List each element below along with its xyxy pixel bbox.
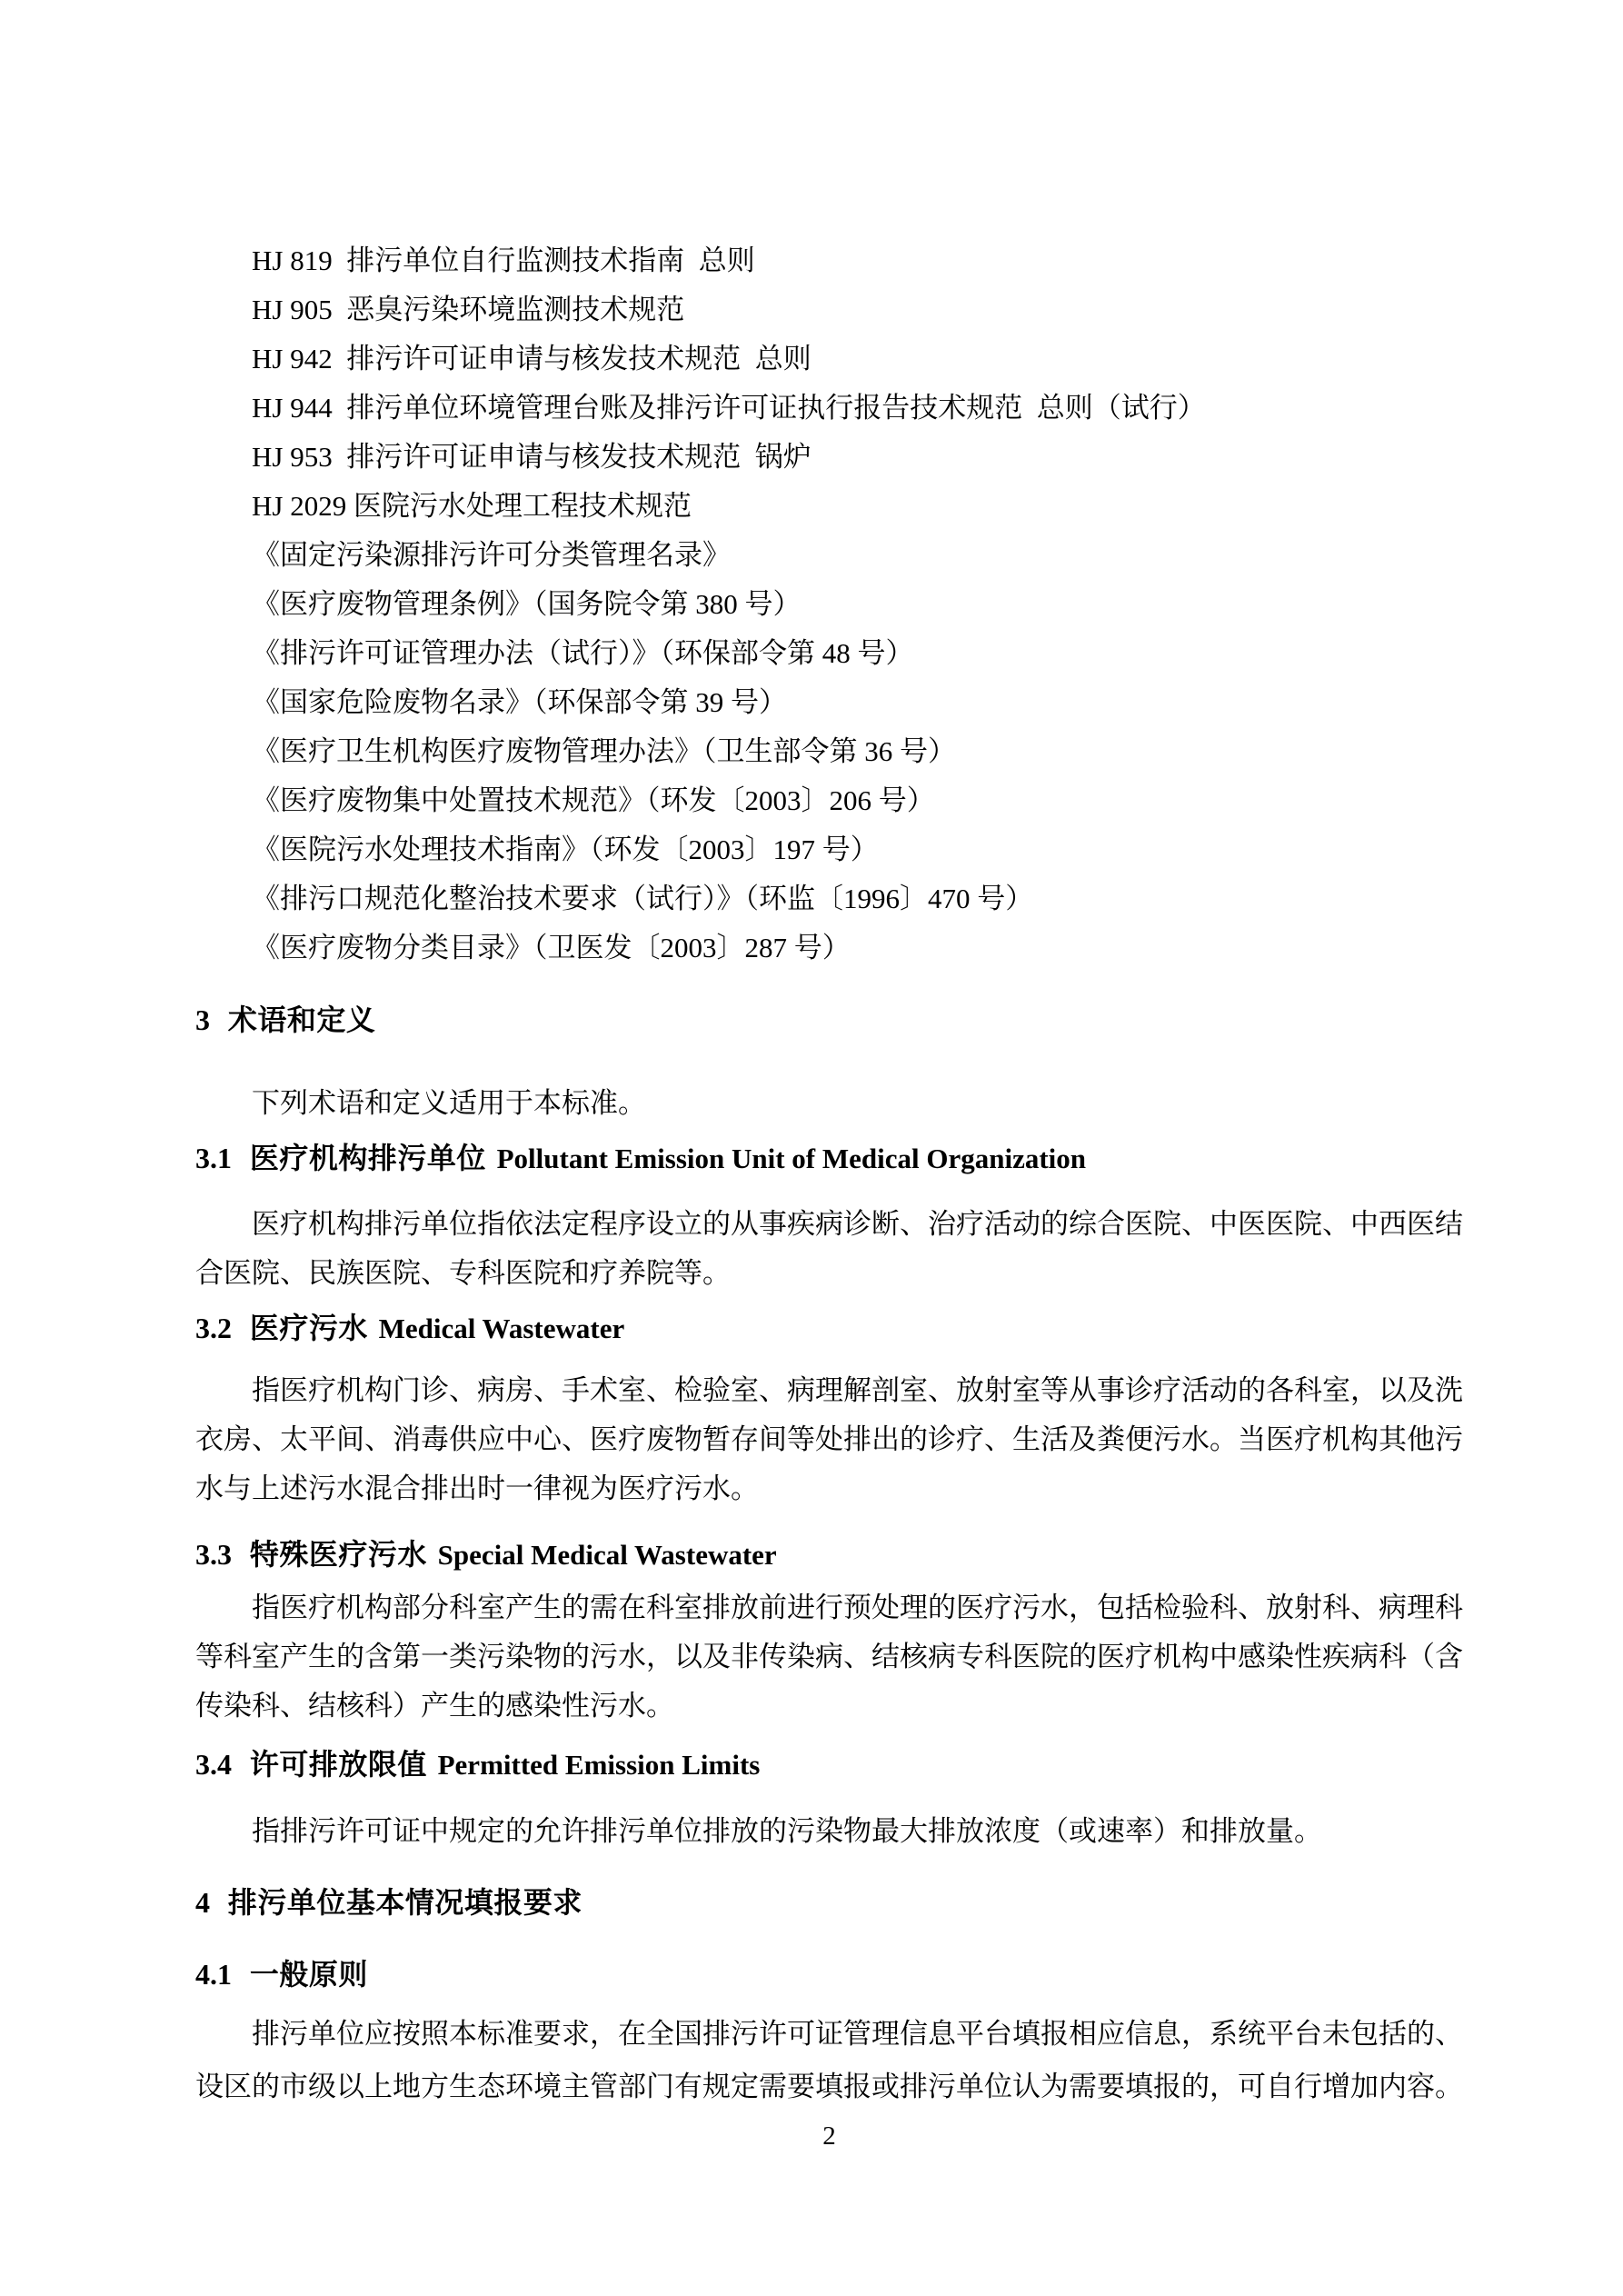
heading-title-zh: 许可排放限值 bbox=[249, 1748, 427, 1781]
paragraph-4-1-general-principles: 排污单位应按照本标准要求，在全国排污许可证管理信息平台填报相应信息，系统平台未包括的、设区的市级以上地方生态环境主管部门有规定需要填报或排污单位认为需要填报的，可自行增加内容。 bbox=[195, 2018, 1463, 2102]
heading-title-en: Pollutant Emission Unit of Medical Organization bbox=[496, 1143, 1087, 1174]
paragraph-3-intro: 下列术语和定义适用于本标准。 bbox=[252, 1087, 646, 1119]
heading-title-zh: 术语和定义 bbox=[227, 1003, 376, 1036]
heading-number: 3.3 bbox=[195, 1538, 232, 1571]
reference-item: HJ 942 排污许可证申请与核发技术规范 总则 bbox=[252, 343, 812, 374]
reference-item: HJ 944 排污单位环境管理台账及排污许可证执行报告技术规范 总则（试行） bbox=[252, 392, 1206, 424]
heading-3-2-medical-wastewater bbox=[195, 1303, 1463, 1353]
heading-number: 3.1 bbox=[195, 1142, 232, 1174]
heading-title-en: Medical Wastewater bbox=[378, 1313, 625, 1344]
heading-title-en: Special Medical Wastewater bbox=[437, 1539, 777, 1571]
paragraph-3-3-definition: 指医疗机构部分科室产生的需在科室排放前进行预处理的医疗污水，包括检验科、放射科、病理科等科室产生的含第一类污染物的污水，以及非传染病、结核病专科医院的医疗机构中感染性疾病科（含传染科、结核科）产生的感染性污水。 bbox=[195, 1592, 1463, 1722]
reference-item: 《医院污水处理技术指南》（环发〔2003〕197 号） bbox=[252, 834, 879, 865]
heading-number: 4.1 bbox=[195, 1958, 232, 1991]
heading-title-zh: 医疗机构排污单位 bbox=[249, 1142, 486, 1174]
reference-item: HJ 2029 医院污水处理工程技术规范 bbox=[252, 490, 692, 522]
heading-3-3-special-medical-wastewater bbox=[195, 1529, 1463, 1580]
paragraph-3-1-definition: 医疗机构排污单位指依法定程序设立的从事疾病诊断、治疗活动的综合医院、中医医院、中西医结合医院、民族医院、专科医院和疗养院等。 bbox=[195, 1208, 1463, 1289]
heading-title-zh: 一般原则 bbox=[249, 1958, 368, 1991]
heading-4-1-general-principles bbox=[195, 1949, 1463, 1999]
heading-number: 3 bbox=[195, 1003, 210, 1036]
heading-4-basic-info-filing-requirements bbox=[195, 1875, 1463, 1927]
reference-item: 《医疗废物分类目录》（卫医发〔2003〕287 号） bbox=[252, 932, 851, 963]
paragraph-3-2-definition: 指医疗机构门诊、病房、手术室、检验室、病理解剖室、放射室等从事诊疗活动的各科室，以及洗衣房、太平间、消毒供应中心、医疗废物暂存间等处排出的诊疗、生活及粪便污水。当医疗机构其他污水与上述污水混合排出时一律视为医疗污水。 bbox=[195, 1374, 1463, 1504]
heading-title-en: Permitted Emission Limits bbox=[437, 1749, 761, 1781]
paragraph-3-4-definition: 指排污许可证中规定的允许排污单位排放的污染物最大排放浓度（或速率）和排放量。 bbox=[252, 1815, 1322, 1847]
reference-item: HJ 819 排污单位自行监测技术指南 总则 bbox=[252, 245, 755, 276]
heading-number: 4 bbox=[195, 1886, 210, 1919]
reference-item: 《固定污染源排污许可分类管理名录》 bbox=[252, 539, 731, 571]
heading-3-1-pollutant-emission-unit bbox=[195, 1133, 1463, 1183]
reference-item: 《医疗废物集中处置技术规范》（环发〔2003〕206 号） bbox=[252, 784, 935, 816]
heading-3-4-permitted-emission-limits bbox=[195, 1739, 1463, 1790]
heading-title-zh: 排污单位基本情况填报要求 bbox=[227, 1886, 582, 1919]
reference-item: HJ 905 恶臭污染环境监测技术规范 bbox=[252, 294, 685, 325]
page-number: 2 bbox=[822, 2121, 836, 2151]
reference-item: 《医疗卫生机构医疗废物管理办法》（卫生部令第 36 号） bbox=[252, 735, 956, 767]
heading-title-zh: 特殊医疗污水 bbox=[249, 1538, 427, 1571]
reference-item: 《医疗废物管理条例》（国务院令第 380 号） bbox=[252, 588, 802, 620]
heading-number: 3.2 bbox=[195, 1312, 232, 1344]
reference-item: 《排污口规范化整治技术要求（试行）》（环监〔1996〕470 号） bbox=[252, 883, 1034, 914]
reference-list bbox=[195, 236, 1463, 973]
heading-3-terms-and-definitions bbox=[195, 993, 1463, 1044]
reference-item: 《国家危险废物名录》（环保部令第 39 号） bbox=[252, 686, 787, 718]
heading-number: 3.4 bbox=[195, 1748, 232, 1781]
reference-item: HJ 953 排污许可证申请与核发技术规范 锅炉 bbox=[252, 441, 812, 473]
reference-item: 《排污许可证管理办法（试行）》（环保部令第 48 号） bbox=[252, 637, 914, 669]
heading-title-zh: 医疗污水 bbox=[249, 1312, 368, 1344]
